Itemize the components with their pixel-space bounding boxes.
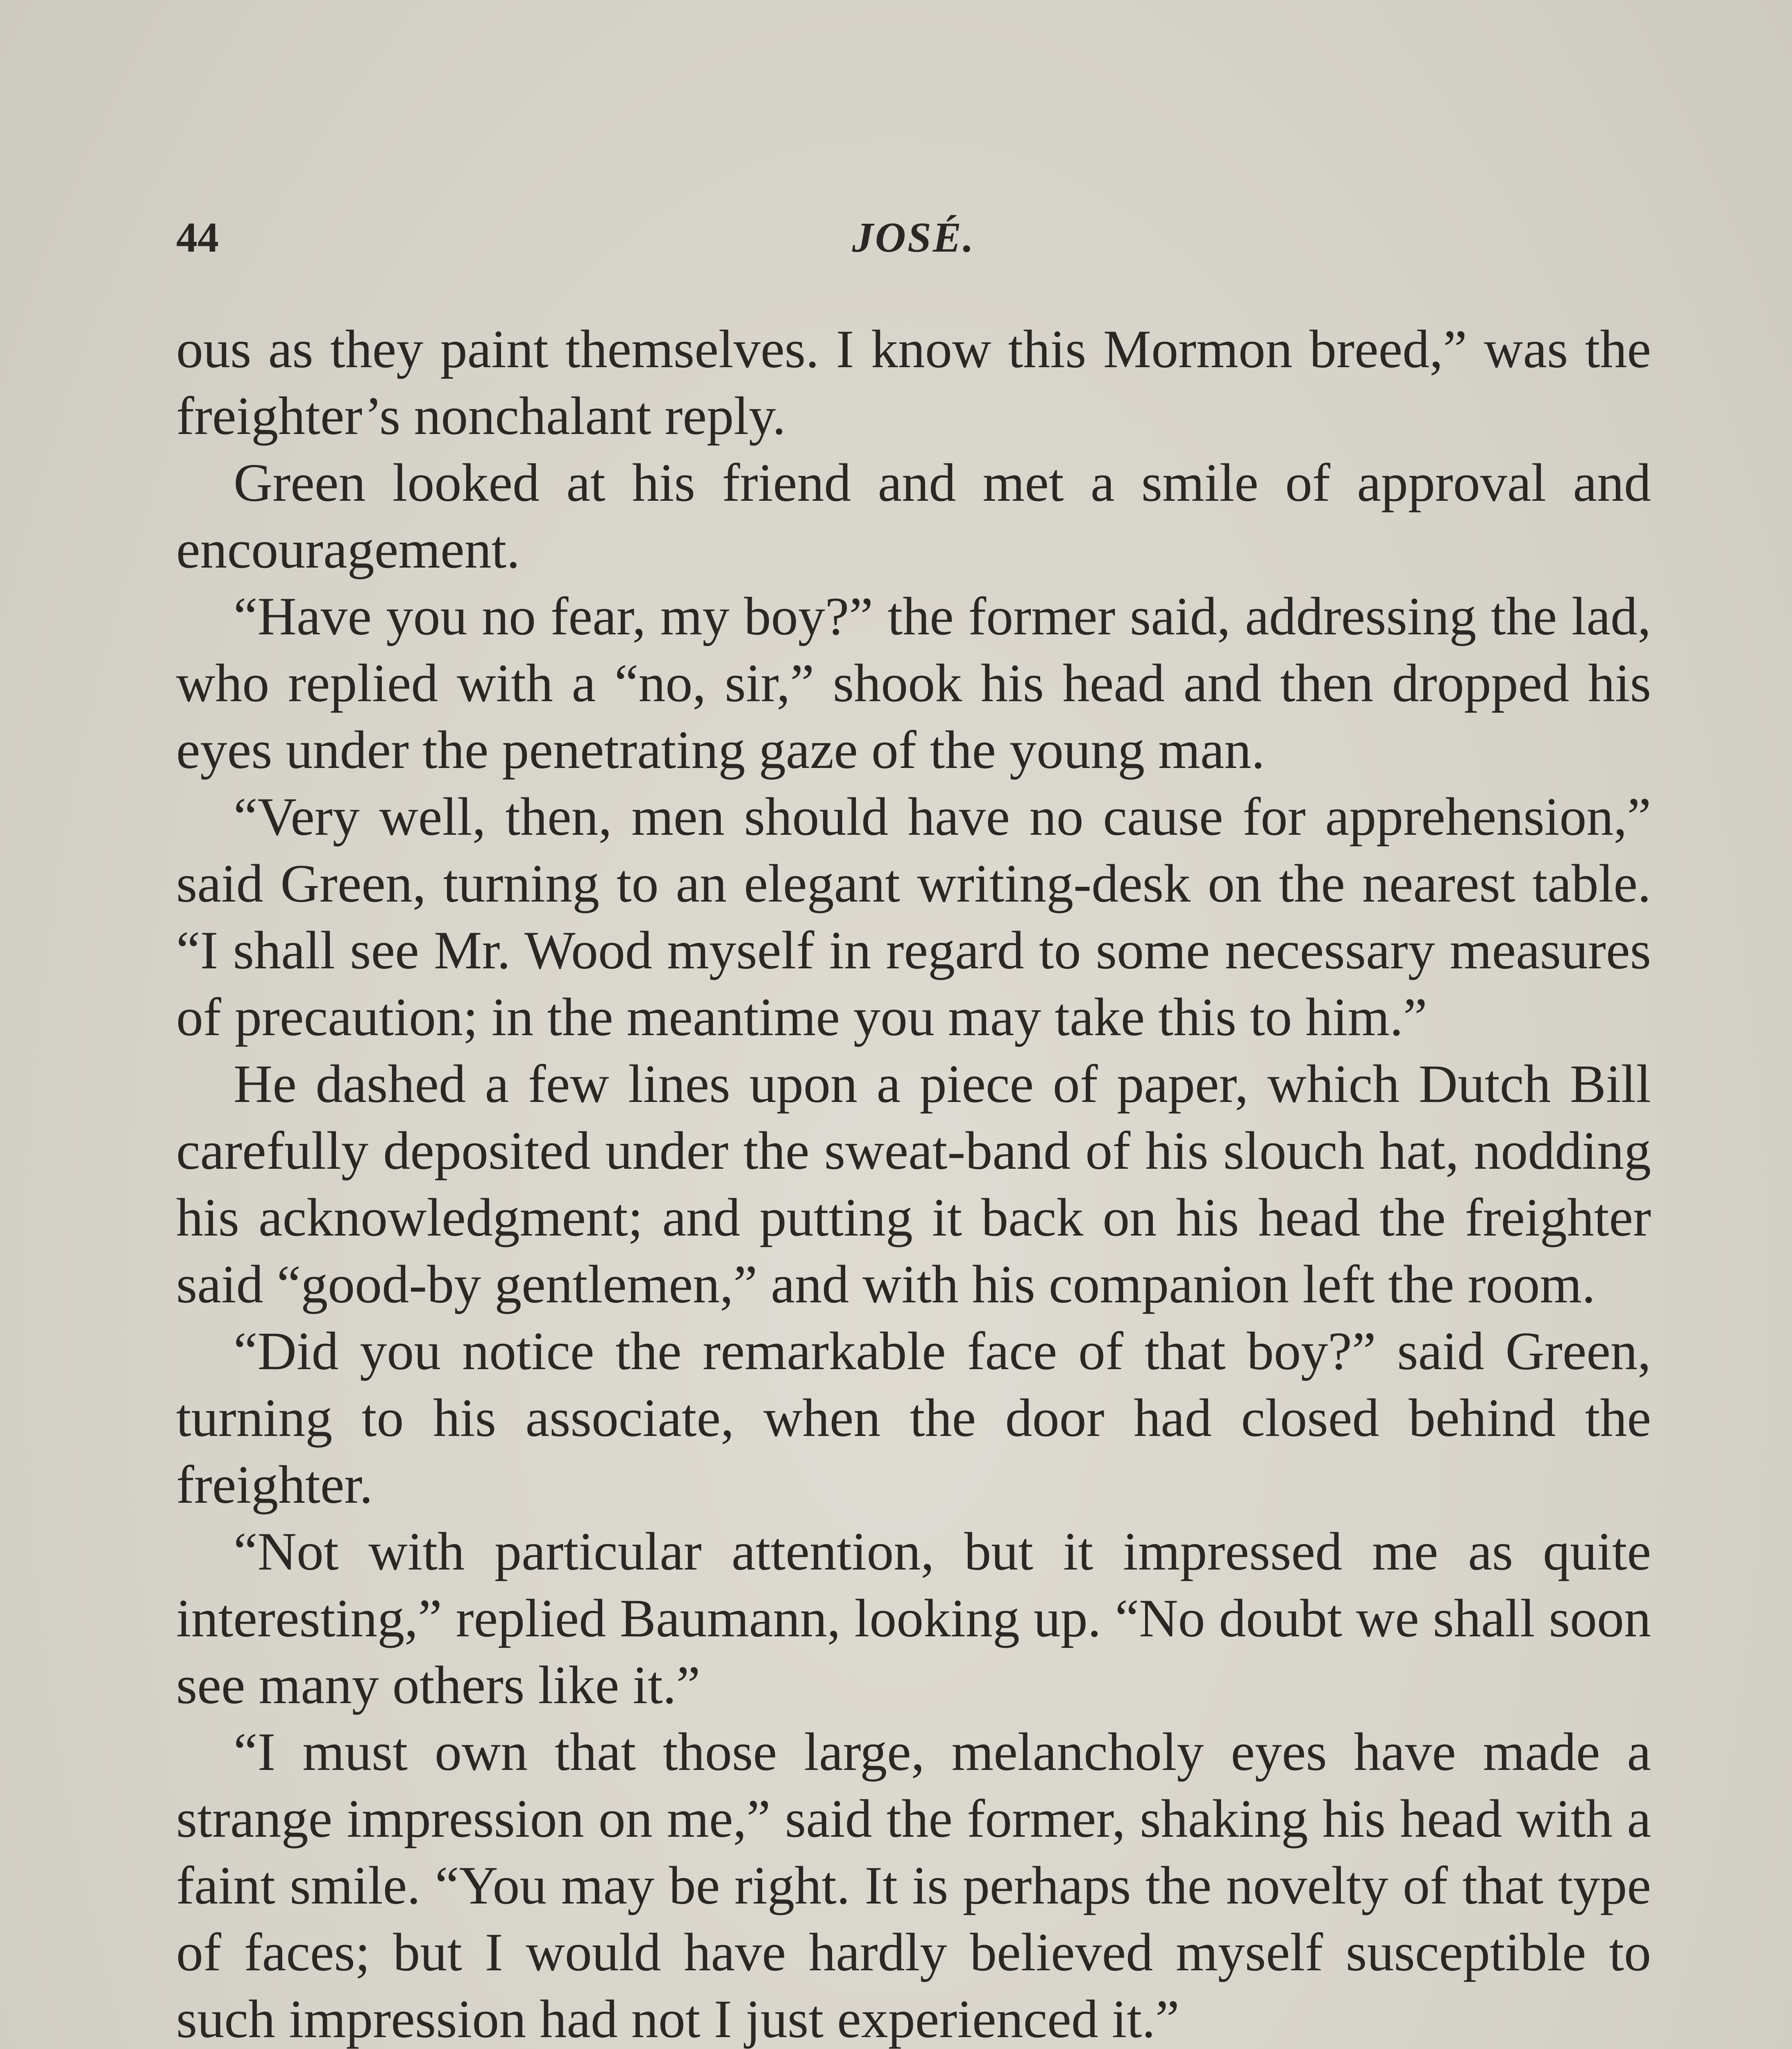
paragraph: “Very well, then, men should have no cause for apprehension,” said Green, turning to an elegant writing-desk on the nearest table. “I shall see Mr. Wood myself in regard to some necessary measures of precaution; in the meantime you may take this to him.” [176,786,1651,1047]
running-title: JOSÉ. [852,214,975,261]
page-number: 44 [176,214,219,261]
paragraph: “Not with particular attention, but it impressed me as quite interesting,” replied Baumann, looking up. “No doubt we shall soon see many others like it.” [176,1521,1651,1715]
paragraph: “I must own that those large, melancholy eyes have made a strange impression on me,” said the former, shaking his head with a faint smile. “You may be right. It is perhaps the novelty of that type of faces; but I would have hardly believed myself susceptible to such impression had not I just experienced it.” [176,1722,1651,2049]
paragraph: “Did you notice the remarkable face of that boy?” said Green, turning to his associate, when the door had closed behind the freighter. [176,1321,1651,1515]
body-text [176,316,1651,2049]
paragraph: Green looked at his friend and met a smile of approval and encouragement. [176,452,1651,579]
paragraph: ous as they paint themselves. I know this Mormon breed,” was the freighter’s nonchalant reply. [176,319,1651,446]
paragraph: “Have you no fear, my boy?” the former said, addressing the lad, who replied with a “no, sir,” shook his head and then dropped his eyes under the penetrating gaze of the young man. [176,586,1651,780]
paragraph: He dashed a few lines upon a piece of paper, which Dutch Bill carefully deposited under the sweat-band of his slouch hat, nodding his acknowledgment; and putting it back on his head the freighter said “good-by gentlemen,” and with his companion left the room. [176,1054,1651,1314]
page-header [176,209,1651,266]
